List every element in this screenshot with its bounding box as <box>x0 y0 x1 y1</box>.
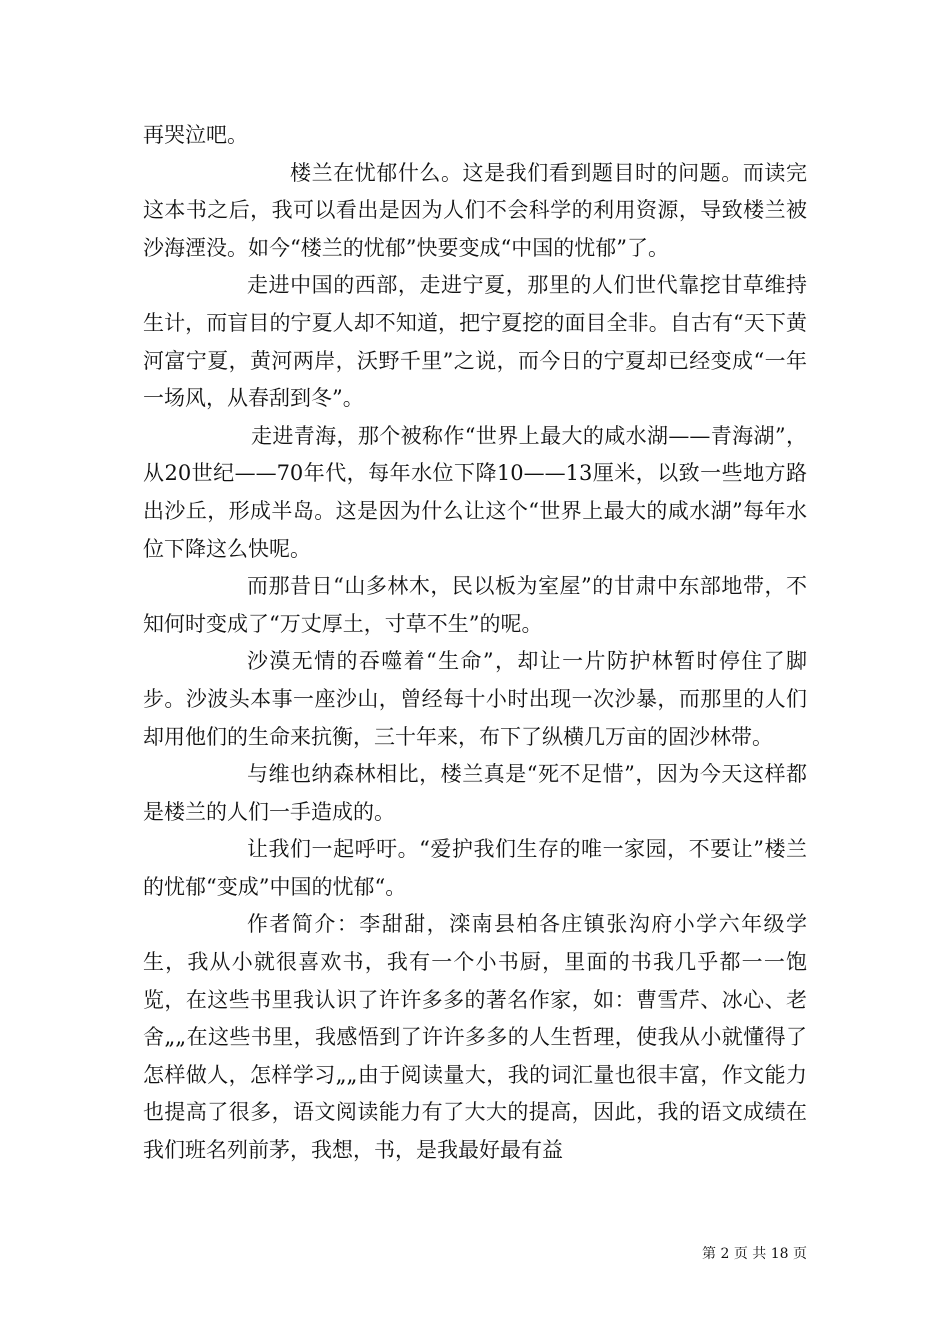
paragraph-7: 与维也纳森林相比，楼兰真是“死不足惜”，因为今天这样都是楼兰的人们一手造成的。 <box>143 762 807 824</box>
paragraph-1: 再哭泣吧。 <box>143 123 248 147</box>
paragraph-3: 走进中国的西部，走进宁夏，那里的人们世代靠挖甘草维持生计，而盲目的宁夏人却不知道，把宁夏挖的面目全非。自古有“天下黄河富宁夏，黄河两岸，沃野千里”之说，而今日的宁夏却已经变成“一年一场风，从春刮到冬”。 <box>143 273 807 411</box>
document-body <box>143 117 807 1170</box>
page-number: 第 2 页 共 18 页 <box>702 1246 807 1262</box>
paragraph-6: 沙漠无情的吞噬着“生命”，却让一片防护林暂时停住了脚步。沙波头本事一座沙山，曾经每十小时出现一次沙暴，而那里的人们却用他们的生命来抗衡，三十年来，布下了纵横几万亩的固沙林带。 <box>143 649 807 749</box>
paragraph-4: 走进青海，那个被称作“世界上最大的咸水湖——青海湖”，从20世纪——70年代，每年水位下降10——13厘米，以致一些地方路出沙丘，形成半岛。这是因为什么让这个“世界上最大的咸水湖”每年水位下降这么快呢。 <box>143 423 807 561</box>
paragraph-2: 楼兰在忧郁什么。这是我们看到题目时的问题。而读完这本书之后，我可以看出是因为人们不会科学的利用资源，导致楼兰被沙海湮没。如今“楼兰的忧郁”快要变成“中国的忧郁”了。 <box>143 160 807 260</box>
paragraph-9: 作者简介：李甜甜，滦南县柏各庄镇张沟府小学六年级学生，我从小就很喜欢书，我有一个小书厨，里面的书我几乎都一一饱览，在这些书里我认识了许许多多的著名作家，如：曹雪芹、冰心、老舍„„在这些书里，我感悟到了许许多多的人生哲理，使我从小就懂得了怎样做人，怎样学习„„由于阅读量大，我的词汇量也很丰富，作文能力也提高了很多，语文阅读能力有了大大的提高，因此，我的语文成绩在我们班名列前茅，我想，书，是我最好最有益 <box>143 912 807 1163</box>
paragraph-8: 让我们一起呼吁。“爱护我们生存的唯一家园，不要让”楼兰的忧郁“变成”中国的忧郁“。 <box>143 837 807 899</box>
paragraph-5: 而那昔日“山多林木，民以板为室屋”的甘肃中东部地带，不知何时变成了“万丈厚土，寸草不生”的呢。 <box>143 574 807 636</box>
